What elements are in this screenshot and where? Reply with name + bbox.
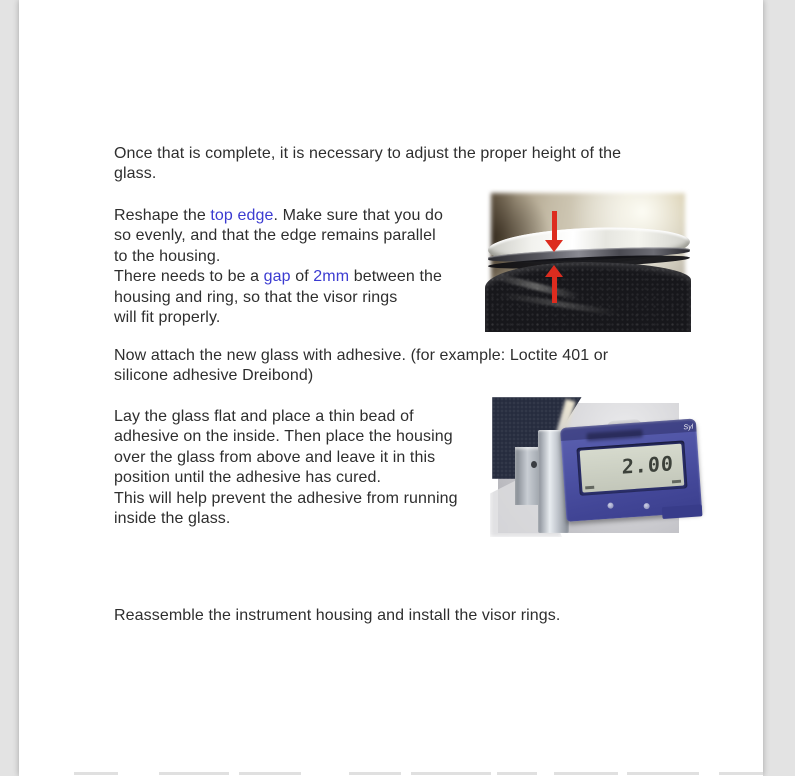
truncated-text-fragment — [74, 772, 118, 775]
red-arrow-down-head — [545, 240, 563, 252]
figure-caliper-photo — [498, 403, 694, 533]
text-run: Now attach the new glass with adhesive. (for example: Loctite 401 or — [114, 347, 609, 364]
text-run: Lay the glass flat and place a thin bead of — [114, 408, 414, 425]
paragraph-intro — [114, 144, 621, 185]
text-link[interactable]: 2mm — [313, 268, 350, 286]
lcd-mark — [672, 480, 681, 484]
text-line — [114, 247, 443, 267]
text-line — [114, 144, 621, 164]
text-line — [114, 308, 443, 328]
text-run: Once that is complete, it is necessary to adjust the proper height of the — [114, 145, 622, 162]
caliper-screw — [607, 502, 613, 508]
text-run: to the housing. — [114, 247, 221, 265]
truncated-text-fragment — [554, 772, 618, 775]
text-line — [114, 346, 608, 366]
text-line — [114, 206, 443, 226]
text-link[interactable]: top edge — [210, 207, 274, 224]
truncated-text-fragment — [239, 772, 301, 775]
truncated-text-fragment — [159, 772, 229, 775]
truncated-text-fragment — [411, 772, 491, 775]
text-run: between the — [349, 268, 442, 286]
text-line — [114, 164, 621, 184]
text-line — [114, 226, 443, 246]
text-run: glass. — [114, 165, 157, 183]
text-run: This will help prevent the adhesive from running — [114, 489, 458, 507]
caliper-screw — [643, 503, 649, 509]
text-run: . Make sure that you do — [273, 207, 443, 224]
text-run: Reshape the — [114, 207, 211, 224]
text-run: will fit properly. — [114, 309, 221, 327]
paragraph-attach-adhesive — [114, 346, 608, 387]
text-line — [114, 427, 458, 447]
red-arrow-up-head — [545, 265, 563, 277]
text-line — [114, 448, 458, 468]
text-line — [114, 509, 458, 529]
text-line — [114, 468, 458, 488]
text-run: housing and ring, so that the visor rings — [114, 288, 398, 306]
truncated-text-fragment — [719, 772, 763, 775]
caliper-body — [560, 419, 702, 522]
paragraph-lay-glass — [114, 407, 458, 529]
paragraph-reshape-edge — [114, 206, 443, 328]
caliper-reading: 2.00 — [621, 451, 674, 479]
text-line — [114, 606, 560, 626]
figure-gap-photo — [497, 199, 679, 321]
truncated-text-fragment — [349, 772, 401, 775]
text-run: of — [290, 268, 314, 286]
text-run: Reassemble the instrument housing and install the visor rings. — [114, 607, 561, 624]
caliper-rail — [662, 504, 703, 519]
text-line — [114, 407, 458, 427]
truncated-text-fragment — [627, 772, 699, 775]
jaw-hole — [531, 461, 537, 468]
text-run: silicone adhesive Dreibond) — [114, 367, 314, 385]
text-run: There needs to be a — [114, 268, 264, 286]
truncated-next-line — [19, 772, 795, 776]
text-link[interactable]: gap — [263, 268, 291, 286]
text-line — [114, 489, 458, 509]
lcd-frame — [576, 440, 687, 495]
text-line — [114, 288, 443, 308]
text-line — [114, 366, 608, 386]
text-run: inside the glass. — [114, 510, 231, 528]
caliper-brand-label: Syl — [683, 423, 694, 432]
text-run: adhesive on the inside. Then place the housing — [114, 428, 453, 446]
text-run: over the glass from above and leave it in this — [114, 448, 436, 466]
paragraph-reassemble — [114, 606, 560, 626]
lcd-display — [580, 444, 685, 493]
text-run: position until the adhesive has cured. — [114, 469, 382, 487]
text-line — [114, 267, 443, 287]
text-run: so evenly, and that the edge remains parallel — [114, 227, 436, 245]
red-arrow-down — [552, 211, 557, 240]
red-arrow-up — [552, 277, 557, 303]
truncated-text-fragment — [497, 772, 537, 775]
lcd-mark — [585, 486, 594, 490]
document-page — [19, 0, 763, 776]
